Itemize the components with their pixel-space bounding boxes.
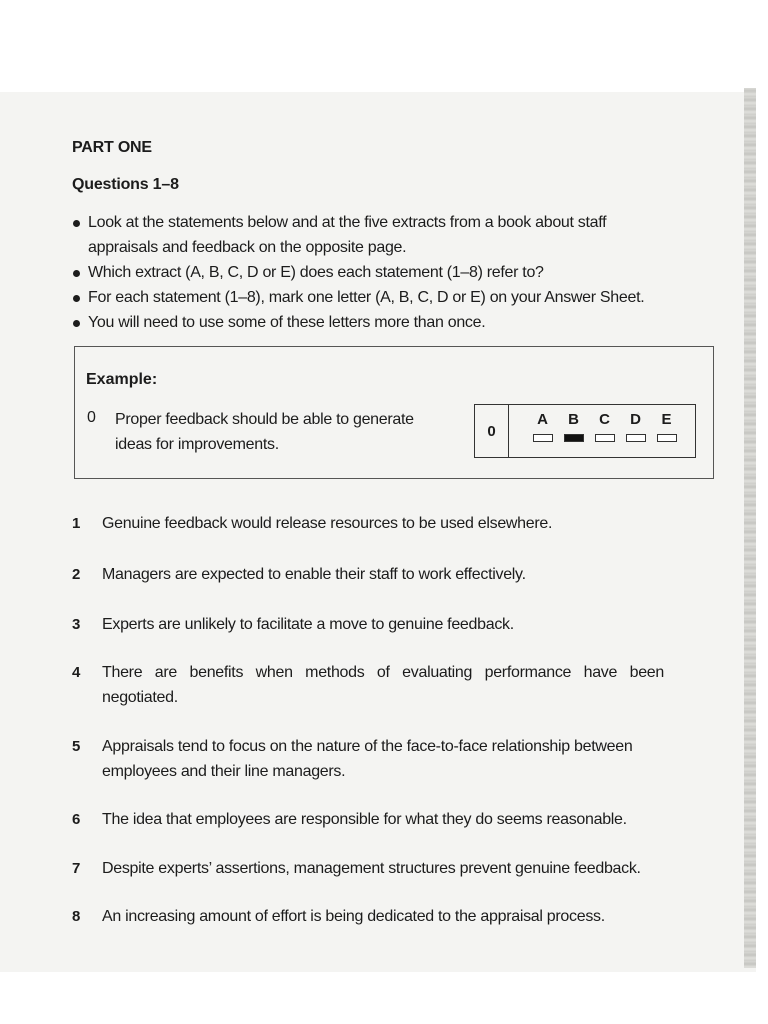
statement-text: The idea that employees are responsible for what they do seems reasonable.	[102, 811, 627, 828]
questions-title: Questions 1–8	[72, 176, 179, 193]
statement-number: 4	[72, 664, 81, 681]
bullet-icon	[73, 295, 80, 302]
statement-number: 5	[72, 738, 81, 755]
statement-text: Experts are unlikely to facilitate a move to genuine feedback.	[102, 616, 514, 633]
instruction-item	[72, 260, 672, 285]
instruction-item	[72, 210, 672, 260]
answer-bubble	[657, 434, 677, 442]
bullet-icon	[73, 270, 80, 277]
statement-number: 2	[72, 566, 81, 583]
instruction-text: Which extract (A, B, C, D or E) does each statement (1–8) refer to?	[88, 264, 544, 281]
statement-text: Genuine feedback would release resources to be used elsewhere.	[102, 515, 553, 532]
statement-number: 8	[72, 908, 81, 925]
option-letter: E	[661, 411, 672, 428]
statement-number: 3	[72, 616, 81, 633]
part-title: PART ONE	[72, 139, 152, 156]
example-number: 0	[87, 409, 96, 426]
answer-bubble	[564, 434, 584, 442]
example-label: Example:	[86, 371, 158, 388]
option-letter: B	[568, 411, 579, 428]
statement-text: An increasing amount of effort is being dedicated to the appraisal process.	[102, 908, 605, 925]
statement-text: Managers are expected to enable their staff to work effectively.	[102, 566, 526, 583]
statement-text: Appraisals tend to focus on the nature of the face-to-face relationship between employees and their line managers.	[102, 738, 633, 780]
scan-edge-shadow	[744, 88, 756, 968]
bullet-icon	[73, 320, 80, 327]
answer-option-c	[589, 411, 620, 457]
statement-number: 6	[72, 811, 81, 828]
statement-text: There are benefits when methods of evaluating performance have been negotiated.	[102, 664, 664, 706]
instruction-text: For each statement (1–8), mark one letter (A, B, C, D or E) on your Answer Sheet.	[88, 289, 645, 306]
instruction-text: Look at the statements below and at the five extracts from a book about staff appraisals and feedback on the opposite page.	[88, 214, 607, 256]
option-letter: A	[537, 411, 548, 428]
answer-option-d	[620, 411, 651, 457]
answer-bubble	[595, 434, 615, 442]
option-letter: D	[630, 411, 641, 428]
answer-options	[509, 405, 695, 457]
option-letter: C	[599, 411, 610, 428]
instruction-text: You will need to use some of these letters more than once.	[88, 314, 486, 331]
answer-option-e	[651, 411, 682, 457]
example-box	[74, 346, 714, 479]
answer-option-b	[558, 411, 589, 457]
example-statement: Proper feedback should be able to generate ideas for improvements.	[115, 411, 414, 453]
answer-bubble	[626, 434, 646, 442]
bullet-icon	[73, 220, 80, 227]
statement-number: 1	[72, 515, 81, 532]
instruction-item	[72, 285, 672, 310]
instruction-item	[72, 310, 672, 335]
example-answer-grid	[474, 404, 696, 458]
instructions-list	[72, 210, 672, 335]
statement-number: 7	[72, 860, 81, 877]
statement-text: Despite experts’ assertions, management structures prevent genuine feedback.	[102, 860, 641, 877]
answer-option-a	[527, 411, 558, 457]
answer-bubble	[533, 434, 553, 442]
answer-grid-number: 0	[475, 405, 509, 457]
